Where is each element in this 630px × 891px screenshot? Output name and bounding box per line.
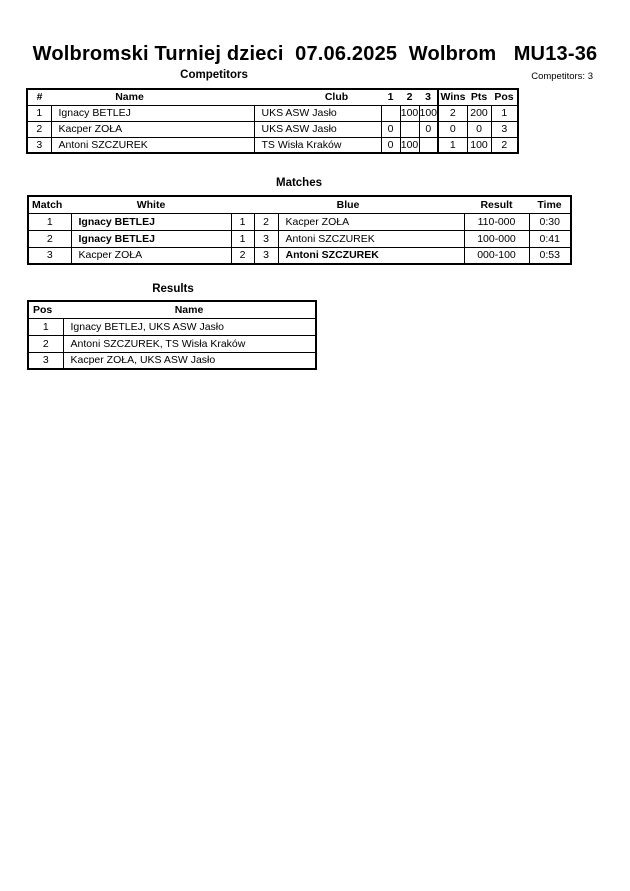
match-time: 0:53	[529, 247, 571, 264]
competitor-pos: 1	[491, 105, 518, 121]
competitor-name: Antoni SZCZUREK	[51, 137, 254, 153]
competitor-pts: 100	[467, 137, 491, 153]
col-header-pos: Pos	[28, 301, 63, 318]
competitor-round2-score: 100	[400, 107, 419, 119]
col-header-number: #	[27, 89, 51, 105]
col-header-name: Name	[63, 301, 316, 318]
col-header-pts: Pts	[467, 89, 491, 105]
competitor-pos: 3	[491, 121, 518, 137]
competitor-pts: 0	[467, 121, 491, 137]
match-time: 0:30	[529, 213, 571, 230]
competitor-row	[27, 105, 518, 121]
match-blue-name: Kacper ZOŁA	[278, 213, 464, 230]
match-result: 110-000	[464, 213, 529, 230]
result-row	[28, 318, 316, 335]
match-result: 100-000	[464, 230, 529, 247]
col-header-white-number	[231, 196, 254, 213]
matches-header-row	[28, 196, 571, 213]
match-number: 2	[28, 230, 71, 247]
match-number: 3	[28, 247, 71, 264]
col-header-name: Name	[51, 89, 254, 105]
competitors-header-row	[27, 89, 518, 105]
page-title: Wolbromski Turniej dzieci 07.06.2025 Wolbrom MU13-36	[32, 43, 598, 65]
competitor-row	[27, 121, 518, 137]
match-white-name: Ignacy BETLEJ	[71, 213, 231, 230]
match-blue-competitor-number: 3	[254, 247, 278, 264]
competitor-round3-score	[419, 137, 438, 153]
match-row	[28, 230, 571, 247]
match-time: 0:41	[529, 230, 571, 247]
competitor-round1-score: 0	[381, 137, 400, 153]
competitor-round3-score: 0	[419, 121, 438, 137]
matches-table	[27, 195, 572, 265]
match-row	[28, 247, 571, 264]
match-white-name: Kacper ZOŁA	[71, 247, 231, 264]
match-row	[28, 213, 571, 230]
competitor-club: TS Wisła Kraków	[254, 137, 381, 153]
competitor-club: UKS ASW Jasło	[254, 105, 381, 121]
col-header-club: Club	[254, 89, 381, 105]
competitor-pts: 200	[467, 105, 491, 121]
competitors-section-title: Competitors	[180, 69, 248, 81]
matches-section-title: Matches	[275, 177, 323, 189]
match-result: 000-100	[464, 247, 529, 264]
match-blue-competitor-number: 3	[254, 230, 278, 247]
result-pos: 1	[28, 318, 63, 335]
col-header-pos: Pos	[491, 89, 518, 105]
col-header-round1: 1	[381, 89, 400, 105]
competitor-round1-score: 0	[381, 121, 400, 137]
result-name: Antoni SZCZUREK, TS Wisła Kraków	[63, 335, 316, 352]
competitor-wins: 0	[438, 121, 467, 137]
match-white-competitor-number: 1	[231, 230, 254, 247]
results-table	[27, 300, 317, 370]
col-header-blue-number	[254, 196, 278, 213]
competitor-number: 3	[27, 137, 51, 153]
result-row	[28, 335, 316, 352]
result-row	[28, 352, 316, 369]
match-white-competitor-number: 2	[231, 247, 254, 264]
match-blue-competitor-number: 2	[254, 213, 278, 230]
competitor-round3-score: 100	[419, 107, 438, 119]
competitor-wins: 2	[438, 105, 467, 121]
match-blue-name: Antoni SZCZUREK	[278, 230, 464, 247]
result-pos: 3	[28, 352, 63, 369]
competitors-count-label: Competitors: 3	[531, 71, 593, 82]
competitor-name: Kacper ZOŁA	[51, 121, 254, 137]
col-header-match: Match	[28, 196, 71, 213]
competitor-number: 2	[27, 121, 51, 137]
competitor-club: UKS ASW Jasło	[254, 121, 381, 137]
competitor-round2-score: 100	[400, 137, 419, 153]
results-header-row	[28, 301, 316, 318]
result-pos: 2	[28, 335, 63, 352]
col-header-white: White	[71, 196, 231, 213]
col-header-blue: Blue	[278, 196, 464, 213]
col-header-round2: 2	[400, 89, 419, 105]
competitor-round2-score	[400, 121, 419, 137]
competitor-number: 1	[27, 105, 51, 121]
match-blue-name: Antoni SZCZUREK	[278, 247, 464, 264]
match-white-name: Ignacy BETLEJ	[71, 230, 231, 247]
col-header-result: Result	[464, 196, 529, 213]
match-white-competitor-number: 1	[231, 213, 254, 230]
result-name: Ignacy BETLEJ, UKS ASW Jasło	[63, 318, 316, 335]
col-header-round3: 3	[419, 89, 438, 105]
col-header-time: Time	[529, 196, 571, 213]
col-header-wins: Wins	[438, 89, 467, 105]
match-number: 1	[28, 213, 71, 230]
competitors-table	[26, 88, 519, 154]
result-name: Kacper ZOŁA, UKS ASW Jasło	[63, 352, 316, 369]
competitor-round1-score	[381, 105, 400, 121]
competitor-name: Ignacy BETLEJ	[51, 105, 254, 121]
competitor-wins: 1	[438, 137, 467, 153]
competitor-pos: 2	[491, 137, 518, 153]
competitor-row	[27, 137, 518, 153]
results-section-title: Results	[152, 283, 194, 295]
